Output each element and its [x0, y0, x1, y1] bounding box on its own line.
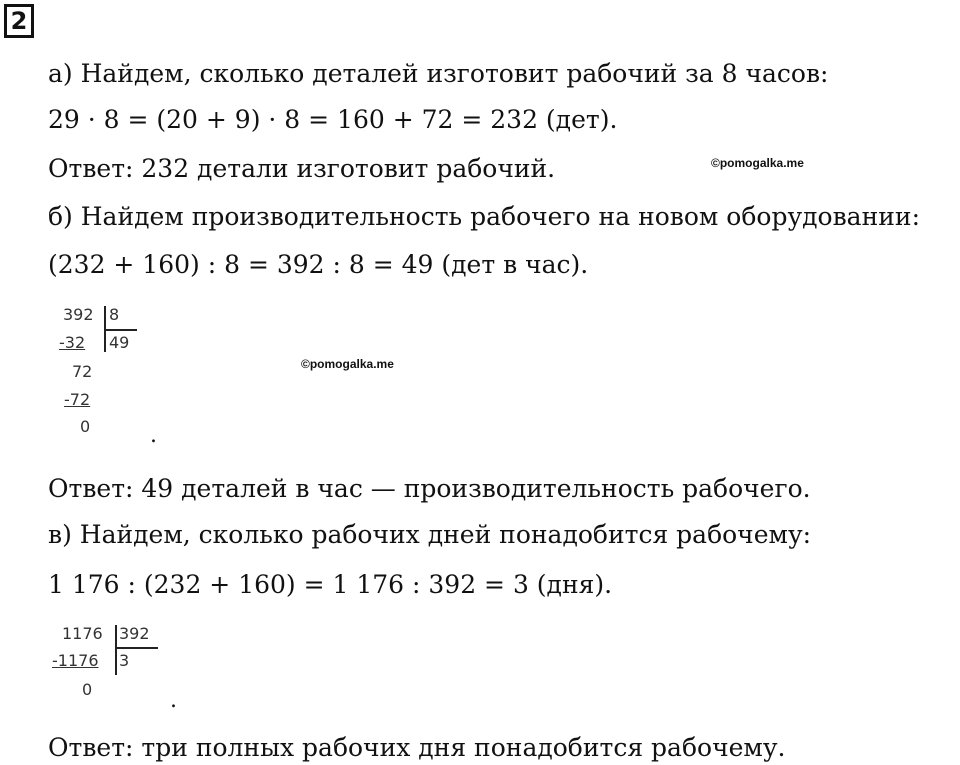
part-a-intro: а) Найдем, сколько деталей изготовит рабочий за 8 часов: [48, 59, 829, 88]
part-a-answer: Ответ: 232 детали изготовит рабочий. [48, 154, 556, 183]
ld1-final-remainder: 0 [80, 417, 91, 436]
part-b-answer: Ответ: 49 деталей в час — производительность рабочего. [48, 474, 811, 503]
part-c-calculation: 1 176 : (232 + 160) = 1 176 : 392 = 3 (дня). [48, 570, 613, 599]
part-b-calculation: (232 + 160) : 8 = 392 : 8 = 49 (дет в час). [48, 250, 589, 279]
ld1-subtract-1: -32 [59, 333, 86, 352]
period-1: . [150, 423, 157, 448]
ld2-subtract-1: -1176 [52, 651, 99, 670]
ld1-divisor: 8 [109, 305, 120, 324]
ld1-remainder-1: 72 [72, 362, 93, 381]
watermark-2: ©pomogalka.me [301, 357, 394, 371]
period-2: . [170, 688, 177, 713]
ld2-vertical-bar [115, 625, 117, 675]
watermark-1: ©pomogalka.me [711, 156, 804, 170]
ld2-dividend: 1176 [62, 624, 103, 643]
ld1-quotient-bar [105, 329, 137, 331]
ld1-dividend: 392 [63, 305, 94, 324]
part-c-answer: Ответ: три полных рабочих дня понадобится рабочему. [48, 733, 786, 762]
ld2-divisor: 392 [119, 624, 150, 643]
part-b-intro: б) Найдем производительность рабочего на новом оборудовании: [48, 202, 920, 231]
ld2-final-remainder: 0 [82, 680, 93, 699]
ld2-quotient: 3 [119, 651, 130, 670]
ld2-quotient-bar [116, 647, 158, 649]
ld1-subtract-2: -72 [64, 390, 91, 409]
part-c-intro: в) Найдем, сколько рабочих дней понадобится рабочему: [48, 520, 812, 549]
task-number: 2 [4, 4, 34, 38]
ld1-quotient: 49 [109, 333, 130, 352]
part-a-calculation: 29 · 8 = (20 + 9) · 8 = 160 + 72 = 232 (дет). [48, 105, 618, 134]
